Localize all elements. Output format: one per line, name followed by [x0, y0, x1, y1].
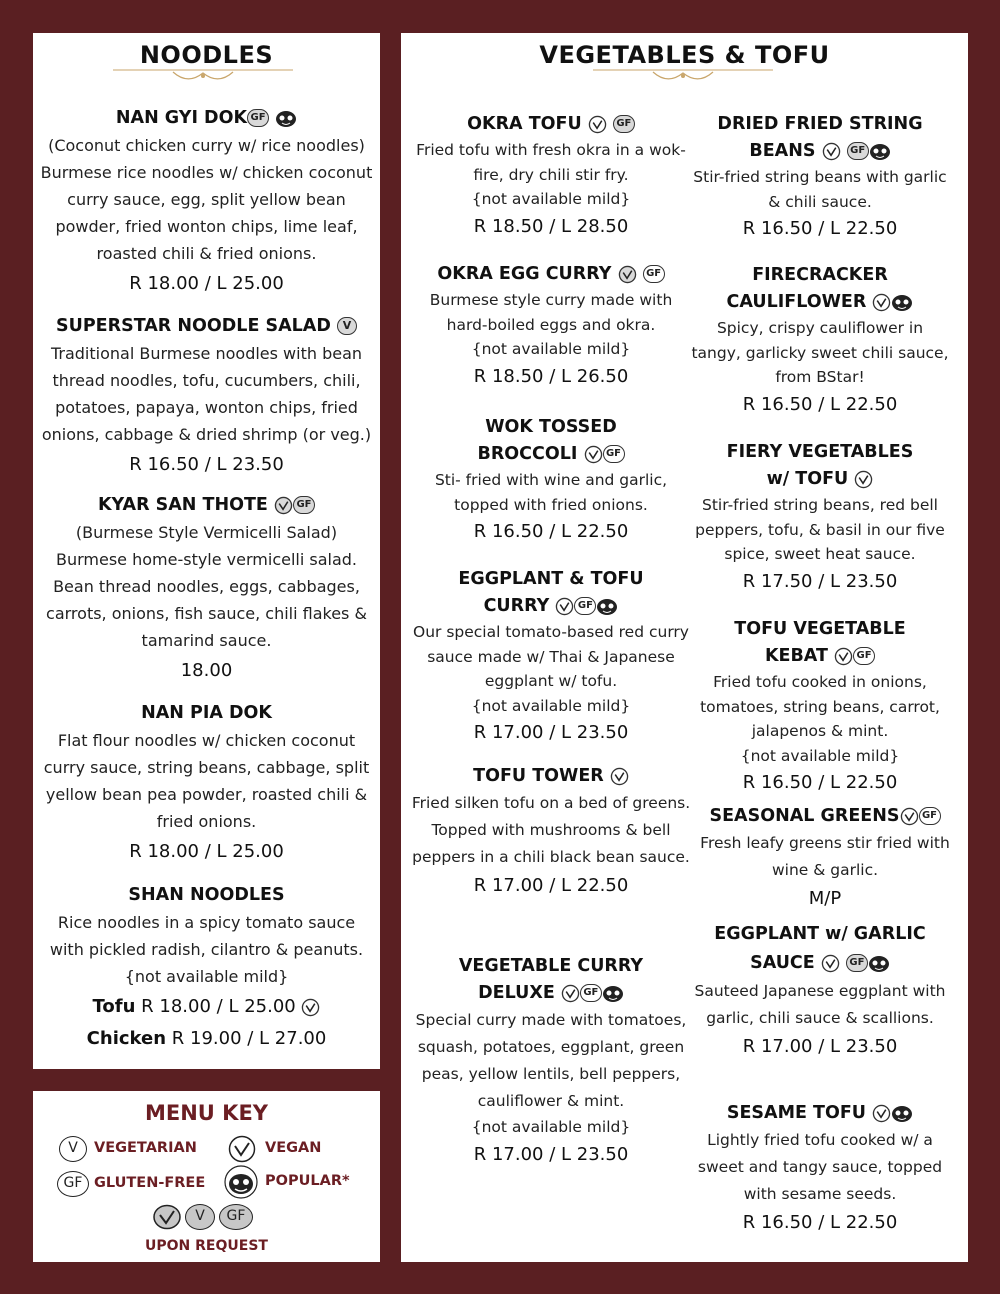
item-description: Stir-fried string beans, red bell peppers, tofu, & basil in our five spice, sweet heat sauce.	[695, 496, 945, 563]
item-description: Sti- fried with wine and garlic, topped with fried onions.	[434, 471, 668, 514]
item-description: Our special tomato-based red curry sauce made w/ Thai & Japanese eggplant w/ tofu.	[413, 623, 689, 690]
item-price: R 16.50 / L 22.50	[742, 218, 898, 239]
flourish-ornament	[113, 67, 293, 83]
tofu-price-line: Tofu R 18.00 / L 25.00	[39, 992, 374, 1022]
vegetarian-request-symbol: V	[185, 1204, 215, 1230]
vegan-leaf-icon	[822, 142, 841, 161]
item-description: Burmese style curry made with hard-boiled eggs and okra.	[429, 291, 673, 334]
menu-item-kyar-san-thote	[39, 492, 374, 686]
item-price: R 18.00 / L 25.00	[129, 273, 284, 294]
vegan-icon	[228, 1135, 256, 1163]
popular-label: POPULAR*	[265, 1173, 350, 1189]
item-description: (Coconut chicken curry w/ rice noodles) Burmese rice noodles w/ chicken coconut curry sauce, egg, split yellow bean powder, fried wonton chips, lime leaf, roasted chili & fried onions.	[40, 136, 373, 263]
vegan-leaf-icon	[821, 954, 840, 973]
upon-request-label: UPON REQUEST	[145, 1238, 268, 1254]
item-price: R 17.00 / L 23.50	[473, 1143, 629, 1165]
vegan-leaf-icon	[555, 597, 574, 616]
item-name-line2: BROCCOLI	[477, 444, 578, 464]
gluten-free-badge: GF	[293, 496, 315, 514]
gluten-free-badge: GF	[853, 647, 875, 665]
gluten-free-badge: GF	[580, 984, 602, 1002]
menu-item-eggplant-tofu-curry	[411, 566, 691, 748]
item-description: Lightly fried tofu cooked w/ a sweet and tangy sauce, topped with sesame seeds.	[697, 1131, 943, 1203]
menu-item-superstar-noodle-salad	[39, 313, 374, 480]
vegan-leaf-icon	[588, 115, 607, 134]
gluten-free-badge: GF	[643, 265, 665, 283]
item-name: FIERY VEGETABLES	[726, 442, 914, 462]
menu-key-panel	[33, 1091, 380, 1262]
gluten-free-badge: GF	[613, 115, 635, 133]
menu-item-sesame-tofu	[690, 1100, 950, 1238]
item-note: {not available mild}	[471, 340, 631, 358]
vegan-leaf-icon	[618, 265, 637, 284]
item-name: OKRA TOFU	[467, 114, 582, 134]
item-note: {not available mild}	[471, 190, 631, 208]
vegan-leaf-icon	[872, 293, 891, 312]
item-price: R 18.00 / L 25.00	[129, 841, 284, 862]
item-name: SEASONAL GREENS	[709, 806, 900, 826]
gluten-free-request-symbol: GF	[219, 1204, 253, 1230]
vegan-leaf-icon	[274, 496, 293, 515]
item-name-line2: BEANS	[749, 141, 816, 161]
popular-icon	[275, 108, 297, 128]
item-name: EGGPLANT w/ GARLIC	[714, 924, 926, 944]
item-name: TOFU TOWER	[473, 766, 604, 786]
gluten-free-symbol: GF	[57, 1171, 89, 1197]
item-price: R 17.00 / L 23.50	[742, 1036, 898, 1057]
vegetables-title: VEGETABLES & TOFU	[539, 41, 830, 69]
gluten-free-badge: GF	[919, 807, 941, 825]
item-price: R 17.50 / L 23.50	[742, 570, 898, 592]
menu-item-nan-pia-dok	[39, 700, 374, 867]
item-description: Flat flour noodles w/ chicken coconut curry sauce, string beans, cabbage, split yellow bean pea powder, roasted chili & fried onions.	[43, 731, 370, 831]
item-price: R 17.00 / L 23.50	[473, 722, 629, 743]
vegan-leaf-icon	[900, 807, 919, 826]
vegetarian-symbol: V	[59, 1136, 87, 1162]
menu-item-eggplant-garlic-sauce	[690, 921, 950, 1062]
item-description: (Burmese Style Vermicelli Salad) Burmese home-style vermicelli salad. Bean thread noodles, eggs, cabbages, carrots, onions, fish sauce, chili flakes & tamarind sauce.	[46, 523, 367, 650]
menu-item-tofu-tower	[411, 763, 691, 901]
item-name-line2: DELUXE	[478, 983, 555, 1003]
menu-item-fiery-vegetables-tofu	[690, 439, 950, 597]
popular-icon	[602, 983, 624, 1003]
vegan-leaf-icon	[584, 445, 603, 464]
item-name: EGGPLANT & TOFU	[458, 569, 644, 589]
item-description: Fresh leafy greens stir fried with wine & garlic.	[700, 834, 950, 879]
item-price: M/P	[808, 888, 842, 909]
menu-item-shan-noodles	[39, 882, 374, 1054]
popular-icon	[869, 141, 891, 161]
item-name: SUPERSTAR NOODLE SALAD	[56, 316, 331, 336]
item-description: Fried tofu cooked in onions, tomatoes, string beans, carrot, jalapenos & mint.	[700, 673, 940, 740]
item-name-line2: KEBAT	[764, 646, 828, 666]
item-price: R 17.00 / L 22.50	[473, 875, 629, 896]
popular-icon	[891, 292, 913, 312]
vegan-leaf-icon	[610, 767, 629, 786]
item-name: DRIED FRIED STRING	[717, 114, 923, 134]
item-note: {not available mild}	[740, 746, 900, 765]
item-price: R 16.50 / L 23.50	[129, 454, 284, 475]
item-price: R 16.50 / L 22.50	[742, 393, 898, 415]
item-price: R 18.50 / L 26.50	[473, 365, 629, 387]
item-description: Sauteed Japanese eggplant with garlic, chili sauce & scallions.	[694, 982, 946, 1027]
popular-icon	[596, 596, 618, 616]
item-name: OKRA EGG CURRY	[437, 264, 612, 284]
menu-item-wok-tossed-broccoli	[411, 414, 691, 547]
item-note: {not available mild}	[471, 1118, 631, 1136]
gluten-free-label: GLUTEN-FREE	[94, 1175, 206, 1191]
menu-item-seasonal-greens	[690, 803, 960, 914]
chicken-price-line: Chicken R 19.00 / L 27.00	[86, 1028, 327, 1049]
gluten-free-badge: GF	[846, 954, 868, 972]
item-description: Rice noodles in a spicy tomato sauce with pickled radish, cilantro & peanuts. {not available mild}	[49, 913, 364, 986]
menu-key-title: MENU KEY	[144, 1101, 268, 1125]
item-name-line2: CAULIFLOWER	[726, 292, 867, 312]
menu-item-tofu-vegetable-kebat	[690, 616, 950, 798]
item-name: NAN PIA DOK	[141, 703, 272, 723]
popular-mascot-icon	[221, 1165, 261, 1199]
noodles-panel	[33, 33, 380, 1069]
gluten-free-badge: GF	[247, 109, 269, 127]
popular-icon	[891, 1103, 913, 1123]
item-name: FIRECRACKER	[752, 265, 888, 285]
vegetarian-badge: V	[337, 317, 357, 335]
item-name: SESAME TOFU	[726, 1103, 867, 1123]
item-price: R 16.50 / L 22.50	[742, 772, 898, 793]
vegan-leaf-icon	[854, 470, 873, 489]
item-price: R 16.50 / L 22.50	[473, 521, 629, 542]
item-description: Stir-fried string beans with garlic & chili sauce.	[693, 168, 947, 211]
vegan-label: VEGAN	[265, 1140, 322, 1156]
item-note: {not available mild}	[471, 696, 631, 715]
item-description: Special curry made with tomatoes, squash, potatoes, eggplant, green peas, yellow lentils, bell peppers, cauliflower & mint.	[415, 1011, 687, 1110]
vegetarian-label: VEGETARIAN	[94, 1140, 197, 1156]
menu-item-okra-egg-curry	[411, 261, 691, 392]
vegan-leaf-icon	[834, 647, 853, 666]
item-description: Fried tofu with fresh okra in a wok-fire, dry chili stir fry.	[416, 141, 686, 184]
menu-item-firecracker-cauliflower	[690, 262, 950, 420]
vegan-leaf-icon	[872, 1104, 891, 1123]
item-name: SHAN NOODLES	[128, 885, 285, 905]
gluten-free-badge: GF	[847, 142, 869, 160]
menu-item-okra-tofu	[411, 111, 691, 242]
vegan-leaf-icon	[561, 984, 580, 1003]
item-name: VEGETABLE CURRY	[458, 956, 644, 976]
menu-item-nan-gyi-dok	[39, 105, 374, 299]
vegan-request-icon	[153, 1204, 181, 1230]
item-name-line2: SAUCE	[750, 953, 815, 973]
item-price: R 18.50 / L 28.50	[473, 215, 629, 237]
item-price: R 16.50 / L 22.50	[742, 1212, 898, 1233]
item-name-line2: CURRY	[483, 596, 550, 616]
gluten-free-badge: GF	[603, 445, 625, 463]
item-description: Fried silken tofu on a bed of greens. Topped with mushrooms & bell peppers in a chili black bean sauce.	[411, 794, 691, 866]
popular-icon	[868, 953, 890, 973]
item-name-line2: w/ TOFU	[766, 469, 849, 489]
item-price: 18.00	[180, 660, 233, 681]
item-name: TOFU VEGETABLE	[734, 619, 906, 639]
menu-item-vegetable-curry-deluxe	[411, 953, 691, 1170]
item-name: NAN GYI DOK	[115, 108, 248, 128]
item-description: Traditional Burmese noodles with bean thread noodles, tofu, cucumbers, chili, potatoes, papaya, wonton chips, fried onions, cabbage & dried shrimp (or veg.)	[41, 344, 372, 444]
gluten-free-badge: GF	[574, 597, 596, 615]
item-name: WOK TOSSED	[485, 417, 617, 437]
vegan-leaf-icon	[301, 998, 320, 1017]
item-name: KYAR SAN THOTE	[97, 495, 268, 515]
flourish-ornament	[593, 67, 773, 83]
item-description: Spicy, crispy cauliflower in tangy, garlicky sweet chili sauce, from BStar!	[691, 319, 949, 386]
noodles-title: NOODLES	[139, 41, 274, 69]
menu-item-dried-fried-string-beans	[690, 111, 950, 244]
vegetables-tofu-panel	[401, 33, 968, 1262]
